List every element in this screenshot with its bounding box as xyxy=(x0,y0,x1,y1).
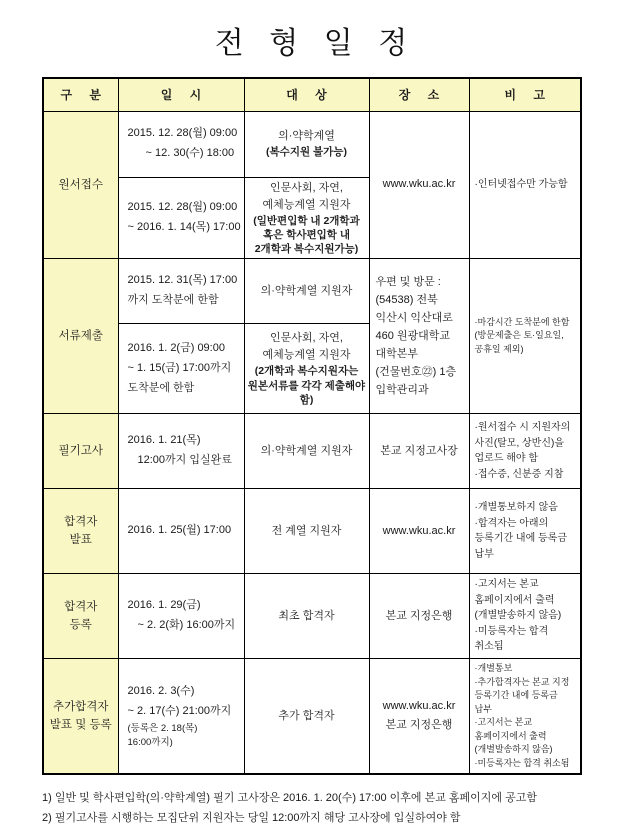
register-datetime-cell xyxy=(118,574,244,659)
datetime-line: 2016. 1. 21(목) xyxy=(127,434,201,447)
application-general-target-cell xyxy=(244,177,369,259)
datetime-line: 2016. 1. 2(금) 09:00 xyxy=(127,341,225,354)
extra-target-cell: 추가 합격자 xyxy=(244,659,369,775)
documents-note-cell xyxy=(469,259,581,414)
datetime-line: 도착분에 한함 xyxy=(127,381,195,394)
documents-category-cell: 서류제출 xyxy=(43,259,118,414)
category-line: 합격자 xyxy=(64,515,98,528)
category-line: 발표 xyxy=(69,534,92,547)
target-note: (복수지원 불가능) xyxy=(266,146,347,159)
target-line: 의·약학계열 xyxy=(278,130,335,143)
datetime-line: ~ 2. 17(수) 21:00까지 xyxy=(127,704,232,717)
row-written-exam xyxy=(43,414,581,489)
register-target-cell: 최초 합격자 xyxy=(244,574,369,659)
documents-medical-datetime-cell xyxy=(118,259,244,324)
announce-place-cell: www.wku.ac.kr xyxy=(369,489,469,574)
target-line: 인문사회, 자연, xyxy=(270,181,343,194)
datetime-line: 12:00까지 입실완료 xyxy=(137,454,232,467)
row-successful-registration xyxy=(43,574,581,659)
footnotes xyxy=(42,788,597,829)
application-place-cell: www.wku.ac.kr xyxy=(369,111,469,259)
exam-target-cell: 의·약학계열 지원자 xyxy=(244,414,369,489)
datetime-line: ~ 2. 2(화) 16:00까지 xyxy=(137,619,236,632)
datetime-line: 2015. 12. 28(월) 09:00 xyxy=(127,201,238,213)
category-line: 추가합격자 xyxy=(52,700,109,713)
application-note-cell xyxy=(469,111,581,259)
application-general-datetime-cell xyxy=(118,177,244,259)
target-line: 예체능계열 지원자 xyxy=(262,349,351,362)
documents-place-cell: 우편 및 방문 : (54538) 전북 익산시 익산대로 460 원광대학교 대학본부(건물번호㉒) 1층 입학관리과 xyxy=(369,259,469,414)
category-line: 합격자 xyxy=(64,600,98,613)
datetime-note: (등록은 2. 18(목) 16:00까지) xyxy=(127,722,198,748)
register-place-cell: 본교 지정은행 xyxy=(369,574,469,659)
row-additional-announcement-registration xyxy=(43,659,581,775)
note-line: ·고지서는 본교 홈페이지에서 출력(개별발송하지 않음) xyxy=(474,579,562,622)
documents-medical-target-cell xyxy=(244,259,369,324)
note-line: (방문제출은 토·일요일, 공휴일 제외) xyxy=(474,330,564,354)
row-documents-medical xyxy=(43,259,581,324)
target-line: 예체능계열 지원자 xyxy=(262,198,351,211)
col-header-note: 비 고 xyxy=(469,78,581,111)
note-line: ·합격자는 아래의 등록기간 내에 등록금 납부 xyxy=(474,517,567,560)
documents-general-target-cell xyxy=(244,324,369,414)
datetime-line: 2016. 1. 29(금) xyxy=(127,599,201,612)
extra-datetime-cell xyxy=(118,659,244,775)
announce-datetime-cell xyxy=(118,489,244,574)
documents-general-datetime-cell xyxy=(118,324,244,414)
announce-target-cell: 전 계열 지원자 xyxy=(244,489,369,574)
col-header-category: 구 분 xyxy=(43,78,118,111)
note-line: ·개별통보 xyxy=(474,663,513,674)
note-line: ·추가합격자는 본교 지정 등록기간 내에 등록금 납부 xyxy=(474,676,570,714)
note-line: ·고지서는 본교 홈페이지에서 출력(개별발송하지 않음) xyxy=(474,717,553,755)
announce-category-cell xyxy=(43,489,118,574)
note-line: ·접수증, 신분증 지참 xyxy=(474,468,564,480)
row-result-announcement xyxy=(43,489,581,574)
target-line: 의·약학계열 지원자 xyxy=(260,284,353,297)
datetime-line: 2015. 12. 31(목) 17:00 xyxy=(127,274,238,287)
application-category-cell: 원서접수 xyxy=(43,111,118,259)
datetime-line: ~ 1. 15(금) 17:00까지 xyxy=(127,361,232,374)
category-line: 등록 xyxy=(69,619,92,632)
datetime-line: 까지 도착분에 한함 xyxy=(127,294,219,307)
target-note: (2개학과 복수지원자는 원본서류를 각각 제출해야 함) xyxy=(247,365,366,406)
application-medical-datetime-cell xyxy=(118,111,244,177)
exam-category-cell: 필기고사 xyxy=(43,414,118,489)
exam-datetime-cell xyxy=(118,414,244,489)
place-line: www.wku.ac.kr xyxy=(382,700,456,713)
register-note-cell xyxy=(469,574,581,659)
extra-place-cell xyxy=(369,659,469,775)
datetime-line: 2016. 2. 3(수) xyxy=(127,685,195,698)
footnote-1: 1) 일반 및 학사편입학(의·약학계열) 필기 고사장은 2016. 1. 20(수) 17:00 이후에 본교 홈페이지에 공고함 xyxy=(42,792,537,805)
announce-note-cell xyxy=(469,489,581,574)
row-application-medical xyxy=(43,111,581,177)
datetime-line: ~ 12. 30(수) 18:00 xyxy=(145,147,235,159)
target-line: 인문사회, 자연, xyxy=(270,332,343,345)
schedule-table xyxy=(42,77,582,775)
register-category-cell xyxy=(43,574,118,659)
exam-place-cell: 본교 지정고사장 xyxy=(369,414,469,489)
datetime-line: 2015. 12. 28(월) 09:00 xyxy=(127,127,238,140)
note-line: ·미등록자는 합격 취소됨 xyxy=(474,757,570,768)
extra-note-cell xyxy=(469,659,581,775)
extra-category-cell xyxy=(43,659,118,775)
exam-note-cell xyxy=(469,414,581,489)
table-header-row xyxy=(43,78,581,111)
target-note: (일반편입학 내 2개학과 혹은 학사편입학 내 2개학과 복수지원가능) xyxy=(253,214,360,255)
col-header-datetime: 일 시 xyxy=(118,78,244,111)
category-line: 발표 및 등록 xyxy=(49,719,112,732)
page-title: 전형일정 xyxy=(214,27,433,60)
col-header-target: 대 상 xyxy=(244,78,369,111)
note-line: ·마감시간 도착분에 한함 xyxy=(474,316,570,327)
place-line: 본교 지정은행 xyxy=(385,719,453,732)
note-line: ·미등록자는 합격 취소됨 xyxy=(474,625,549,653)
note-line: ·인터넷접수만 가능함 xyxy=(474,179,568,191)
note-line: ·원서접수 시 지원자의 사진(탈모, 상반신)을 업로드 해야 함 xyxy=(474,422,571,465)
datetime-line: ~ 2016. 1. 14(목) 17:00 xyxy=(127,220,241,233)
footnote-2: 2) 필기고사를 시행하는 모집단위 지원자는 당일 12:00까지 해당 고사장에 입실하여야 함 xyxy=(42,812,461,825)
datetime-line: 2016. 1. 25(월) 17:00 xyxy=(127,524,232,537)
note-line: ·개별통보하지 않음 xyxy=(474,502,558,514)
col-header-place: 장 소 xyxy=(369,78,469,111)
application-medical-target-cell xyxy=(244,111,369,177)
